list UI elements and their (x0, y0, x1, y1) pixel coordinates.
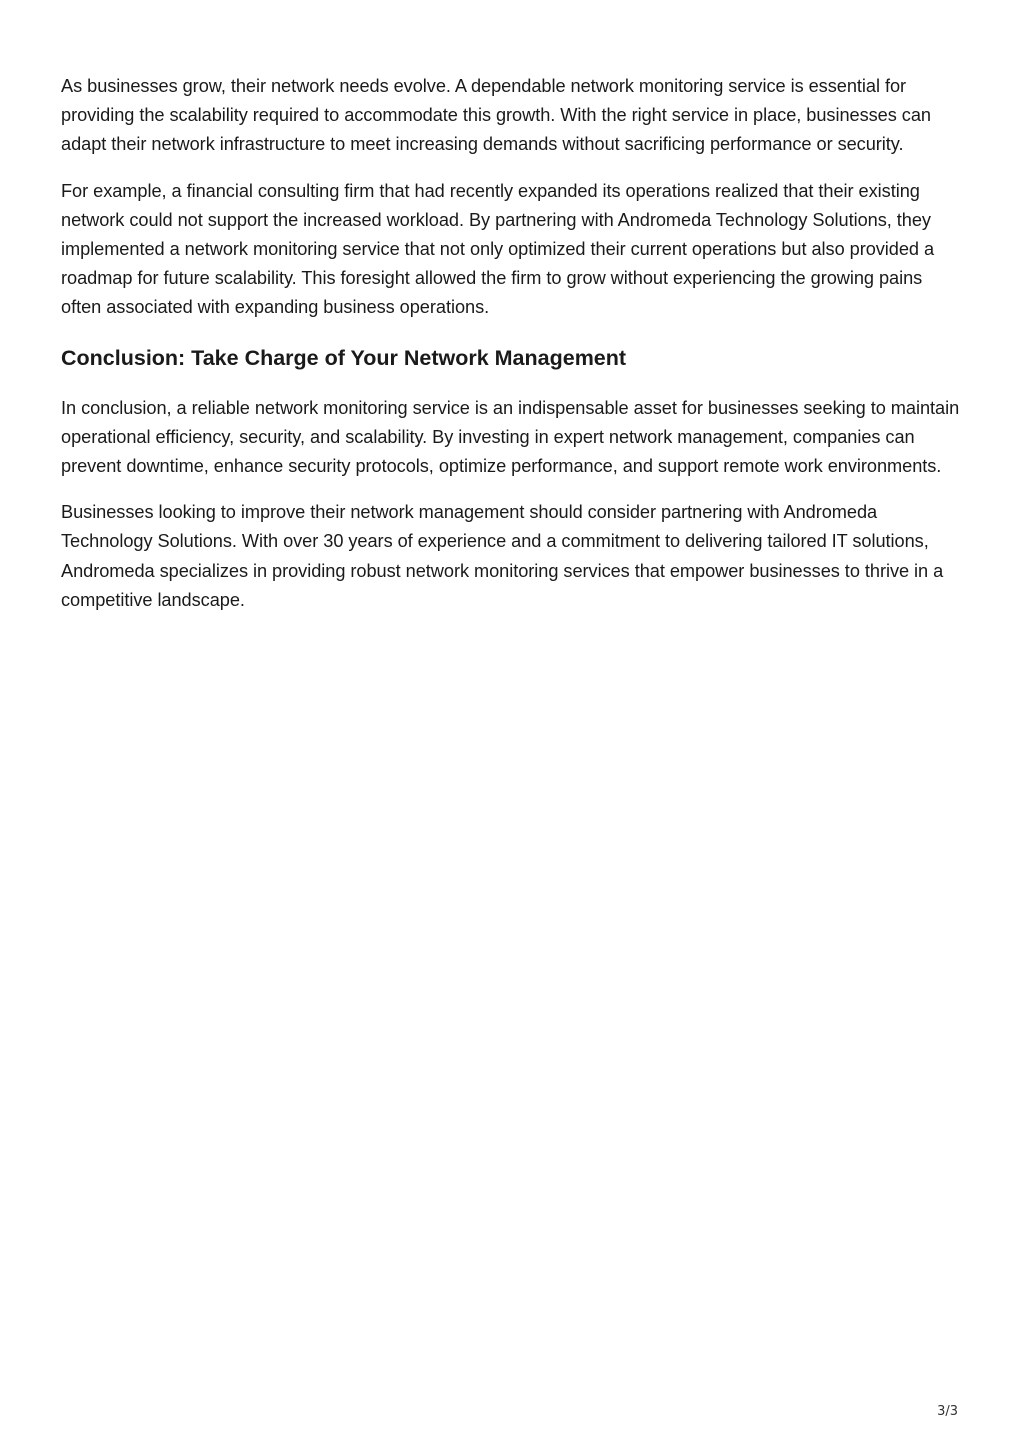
paragraph-scalability: As businesses grow, their network needs evolve. A dependable network monitoring service is essential for providing the scalability required to accommodate this growth. With the right service in place, businesses can adapt their network infrastructure to meet increasing demands without sacrificing performance or security. (61, 76, 931, 155)
page-number: 3/3 (937, 1404, 958, 1419)
paragraph-example: For example, a financial consulting firm that had recently expanded its operations realized that their existing network could not support the increased workload. By partnering with Andromeda Technology Solutions, they implemented a network monitoring service that not only optimized their current operations but also provided a roadmap for future scalability. This foresight allowed the firm to grow without experiencing the growing pains often associated with expanding business operations. (61, 180, 935, 318)
paragraph-call-to-action: Businesses looking to improve their network management should consider partnering with Andromeda Technology Solutions. With over 30 years of experience and a commitment to delivering tailored IT solutions, Andromeda specializes in providing robust network monitoring services that empower businesses to thrive in a competitive landscape. (61, 502, 944, 610)
paragraph-conclusion: In conclusion, a reliable network monitoring service is an indispensable asset for businesses seeking to maintain operational efficiency, security, and scalability. By investing in expert network management, companies can prevent downtime, enhance security protocols, optimize performance, and support remote work environments. (61, 397, 960, 477)
section-heading-conclusion: Conclusion: Take Charge of Your Network Management (61, 345, 627, 370)
document-page (61, 72, 966, 632)
